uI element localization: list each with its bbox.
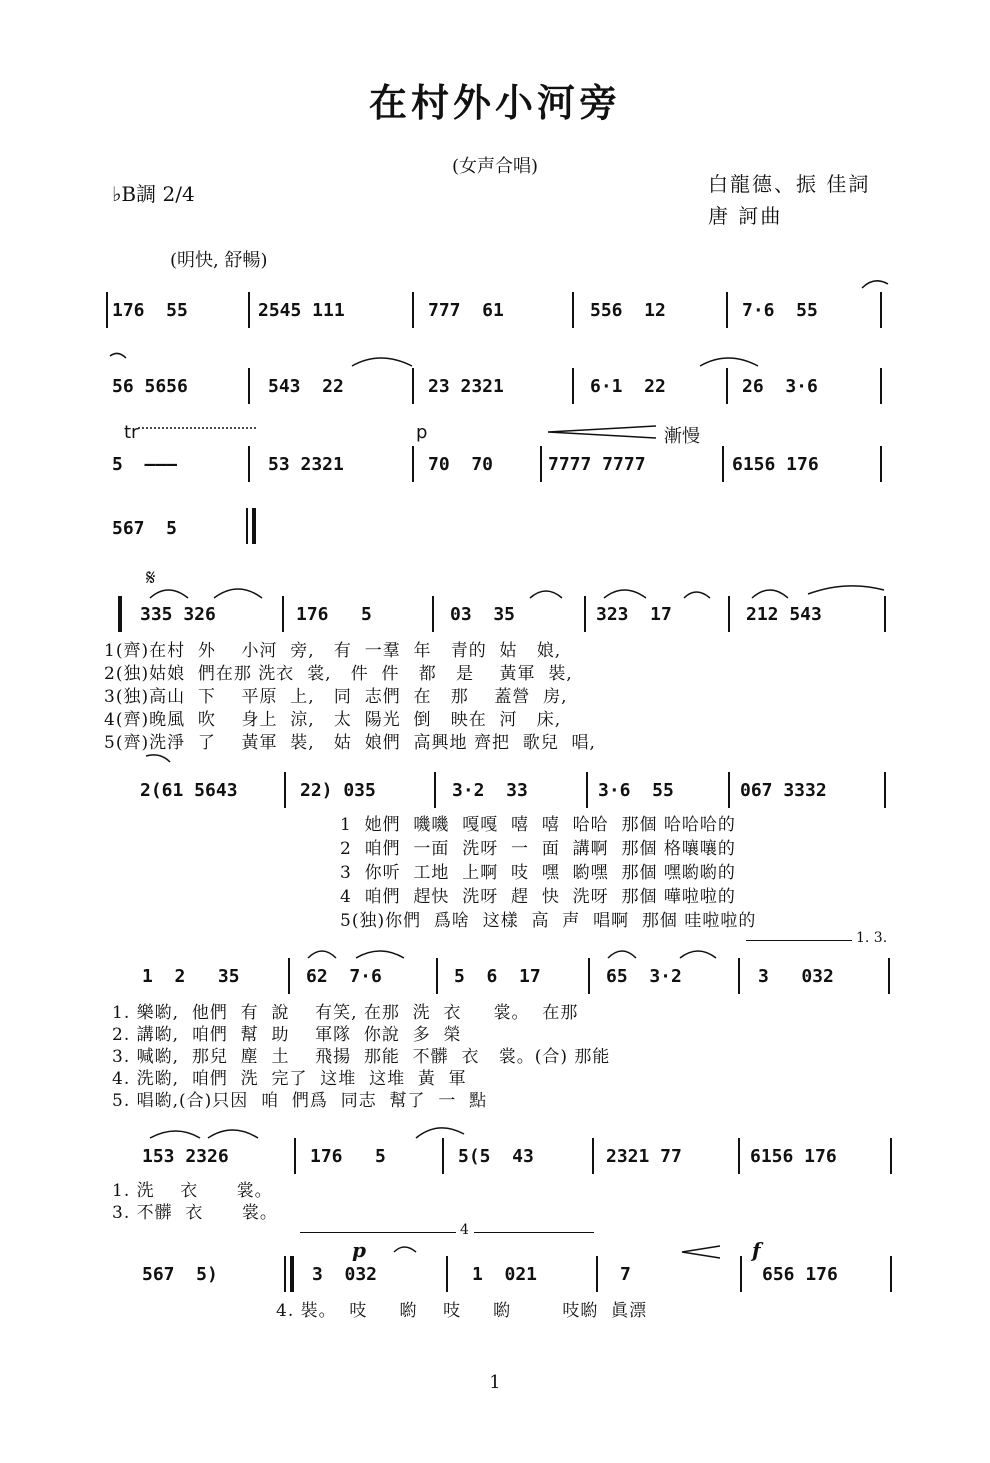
measure: 2(61 5643 [140,780,238,801]
measure: 22) 035 [300,780,376,801]
measure: 65 3·2 [606,966,682,987]
slur-arc [146,755,170,762]
measure: 543 22 [268,376,344,397]
measure: 212 543 [746,604,822,625]
tie-arc [608,951,636,958]
lyric-line: 4. 洗喲, 咱們 洗 完了 这堆 这堆 黃 軍 [112,1069,467,1089]
crescendo-hairpin [548,426,656,438]
tie-arc [208,1130,258,1138]
tie-arc [604,590,646,598]
measure: 3 032 [758,966,834,987]
tie-arc [530,591,562,598]
measure: 5 ——— [112,454,178,475]
volta-1-3-label: 1. 3. [856,930,888,946]
lyric-line: 4 咱們 趕快 洗呀 趕 快 洗呀 那個 嘩啦啦的 [340,887,736,907]
measure: 777 61 [428,300,504,321]
measure: 153 2326 [142,1146,229,1167]
measure: 3·6 55 [598,780,674,801]
lyric-line: 1. 洗 衣 裳。 [112,1181,273,1201]
dynamic-forte: f [752,1238,761,1262]
dynamic-piano: p [352,1238,366,1262]
measure: 5 6 17 [454,966,541,987]
volta-4-label: 4 [460,1222,469,1238]
measure: 567 5) [142,1264,218,1285]
song-title: 在村外小河旁 [368,81,621,125]
measure: 6156 176 [732,454,819,475]
measure: 6·1 22 [590,376,666,397]
composer-credit: 唐 訶曲 [708,204,783,228]
lyric-line: 4(齊)晚風 吹 身上 涼, 太 陽光 倒 映在 河 床, [104,710,562,730]
lyricist-credit: 白龍德、振 佳詞 [708,172,871,196]
dynamic-piano: p [416,422,428,443]
measure: 5(5 43 [458,1146,534,1167]
lyric-line: 3 你听 工地 上啊 吱 嘿 喲嘿 那個 嘿喲喲的 [340,863,736,883]
lyric-line: 5(齊)洗淨 了 黃軍 裝, 姑 娘們 高興地 齊把 歌兒 唱, [104,733,596,753]
measure: 067 3332 [740,780,827,801]
measure: 3·2 33 [452,780,528,801]
tie-arc [752,590,788,598]
tempo-marking: (明快, 舒暢) [170,250,268,271]
tie-arc [416,1128,464,1138]
tie-arc [150,1131,200,1138]
measure: 26 3·6 [742,376,818,397]
measure: 23 2321 [428,376,504,397]
measure: 567 5 [112,518,178,539]
measure: 3 032 [312,1264,378,1285]
tie-arc [700,358,758,366]
lyric-line: 4. 裝。 吱 喲 吱 喲 吱喲 眞漂 [276,1301,648,1321]
tie-arc [862,281,888,288]
tie-arc [214,589,262,598]
lyric-line: 2. 講喲, 咱們 幫 助 軍隊 你說 多 榮 [112,1025,462,1045]
measure: 1 2 35 [142,966,240,987]
measure: 2545 111 [258,300,345,321]
measure: 53 2321 [268,454,344,475]
key-signature: ♭B調 2/4 [112,182,195,206]
crescendo-hairpin [682,1246,720,1258]
trill-mark: tr [124,422,139,443]
lyric-line: 5. 唱喲,(合)只因 咱 們爲 同志 幫了 一 點 [112,1091,488,1111]
slur-arc [808,586,884,594]
measure: 335 326 [140,604,216,625]
tie-arc [394,1247,416,1252]
tie-arc [308,951,336,958]
measure: 176 5 [310,1146,386,1167]
measure: 56 5656 [112,376,188,397]
measure: 70 70 [428,454,494,475]
lyric-line: 3. 不髒 衣 裳。 [112,1203,278,1223]
lyric-line: 2 咱們 一面 洗呀 一 面 講啊 那個 格嚷嚷的 [340,839,736,859]
lyric-line: 3(独)高山 下 平原 上, 同 志們 在 那 蓋營 房, [104,687,568,707]
measure: 7777 7777 [548,454,646,475]
measure: 03 35 [450,604,516,625]
measure: 323 17 [596,604,672,625]
measure: 2321 77 [606,1146,682,1167]
measure: 656 176 [762,1264,838,1285]
tie-arc [150,590,188,598]
measure: 62 7·6 [306,966,382,987]
tie-arc [356,951,404,958]
measure: 6156 176 [750,1146,837,1167]
tie-arc [684,592,710,598]
lyric-line: 1(齊)在村 外 小河 旁, 有 一羣 年 青的 姑 娘, [104,641,562,661]
measure: 7·6 55 [742,300,818,321]
measure: 176 5 [296,604,372,625]
measure: 7 [620,1264,631,1285]
lyric-line: 1 她們 嘰嘰 嘎嘎 嘻 嘻 哈哈 那個 哈哈哈的 [340,815,736,835]
slur-arc [110,353,126,358]
lyric-line: 5(独)你們 爲啥 这樣 高 声 唱啊 那個 哇啦啦的 [340,911,757,931]
lyric-line: 1. 樂喲, 他們 有 說 有笑, 在那 洗 衣 裳。 在那 [112,1003,579,1023]
measure: 1 021 [472,1264,538,1285]
ritardando-mark: 漸慢 [664,426,700,447]
lyric-line: 3. 喊喲, 那兒 塵 土 飛揚 那能 不髒 衣 裳。(合) 那能 [112,1047,611,1067]
measure: 556 12 [590,300,666,321]
measure: 176 55 [112,300,188,321]
page-number: 1 [489,1372,501,1393]
tie-arc [680,951,716,958]
segno-icon: 𝄋 [146,566,156,591]
tie-arc [352,358,412,366]
lyric-line: 2(独)姑娘 們在那 洗衣 裳, 件 件 都 是 黃軍 裝, [104,664,573,684]
subtitle: (女声合唱) [451,156,539,177]
